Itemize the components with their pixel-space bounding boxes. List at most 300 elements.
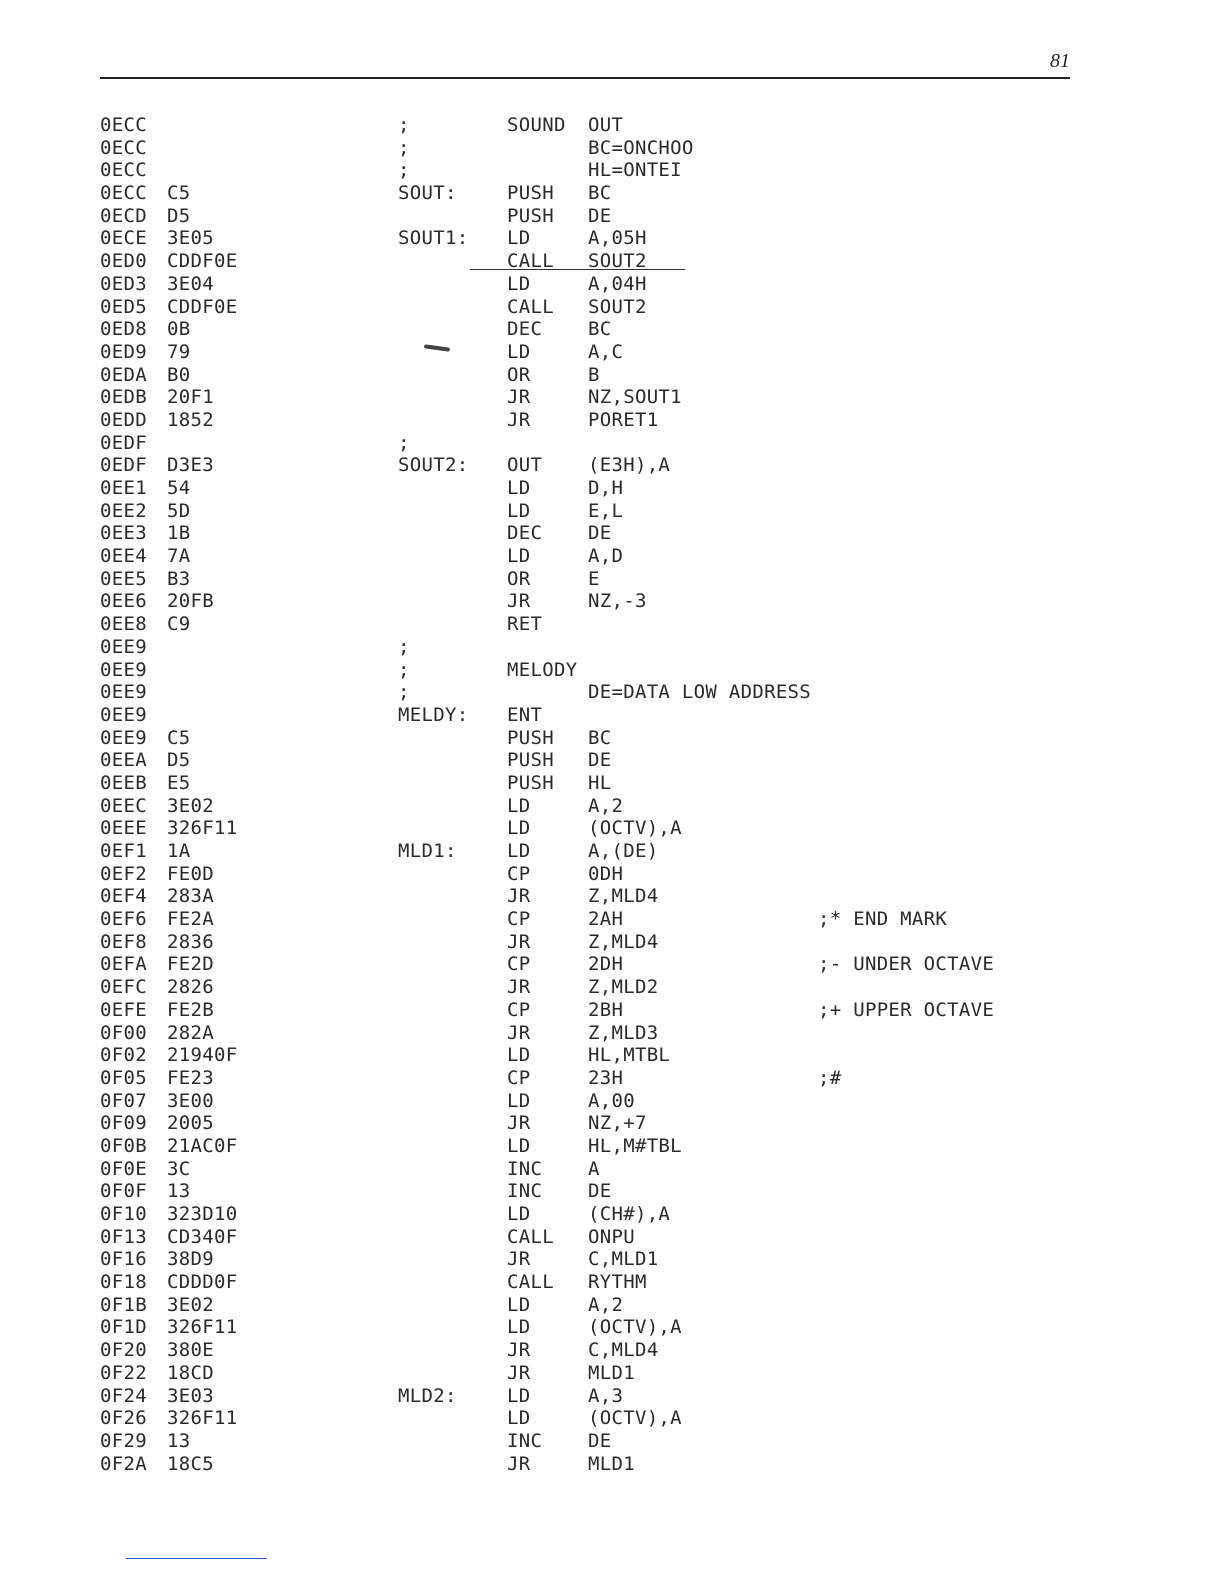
listing-addr: 0ED0 — [100, 250, 147, 273]
listing-row — [0, 1430, 1224, 1453]
listing-op: INC — [507, 1180, 543, 1203]
listing-row — [0, 885, 1224, 908]
listing-addr: 0EDD — [100, 408, 147, 431]
listing-row — [0, 772, 1224, 795]
listing-addr: 0EF8 — [100, 930, 147, 953]
listing-op: LD — [507, 340, 531, 363]
listing-code: C5 — [167, 182, 191, 205]
listing-row — [0, 1203, 1224, 1226]
listing-args: C,MLD1 — [588, 1248, 659, 1271]
listing-args: A,2 — [588, 794, 624, 817]
listing-addr: 0EDF — [100, 431, 147, 454]
listing-code: 2836 — [167, 930, 214, 953]
listing-label: SOUT1: — [398, 227, 469, 250]
listing-code: B0 — [167, 363, 191, 386]
listing-args: OUT — [588, 114, 624, 136]
listing-op: LD — [507, 499, 531, 522]
listing-code: 1A — [167, 840, 191, 862]
listing-addr: 0F02 — [100, 1044, 147, 1067]
listing-args: ONPU — [588, 1225, 635, 1248]
listing-args: RYTHM — [588, 1271, 647, 1294]
listing-code: 3E04 — [167, 272, 214, 295]
listing-comment: ;* END MARK — [818, 908, 948, 931]
listing-op: CALL — [507, 1225, 554, 1248]
listing-row — [0, 817, 1224, 840]
listing-row — [0, 545, 1224, 568]
listing-row — [0, 454, 1224, 477]
listing-addr: 0EDA — [100, 363, 147, 386]
listing-op: LD — [507, 1044, 531, 1067]
listing-addr: 0ECD — [100, 204, 147, 227]
listing-row — [0, 568, 1224, 591]
listing-addr: 0EE9 — [100, 681, 147, 704]
listing-row — [0, 590, 1224, 613]
listing-args: MLD1 — [588, 1361, 635, 1384]
listing-row — [0, 318, 1224, 341]
listing-row — [0, 1271, 1224, 1294]
listing-op: OR — [507, 363, 531, 386]
listing-addr: 0EE2 — [100, 499, 147, 522]
listing-row — [0, 704, 1224, 727]
listing-code: 38D9 — [167, 1248, 214, 1271]
listing-label: MLD2: — [398, 1384, 457, 1407]
listing-addr: 0EE9 — [100, 703, 147, 726]
listing-addr: 0ED8 — [100, 318, 147, 341]
listing-op: CALL — [507, 1271, 554, 1294]
listing-op: DEC — [507, 318, 543, 341]
listing-addr: 0F0F — [100, 1180, 147, 1203]
listing-code: 1852 — [167, 408, 214, 431]
listing-addr: 0EEC — [100, 794, 147, 817]
listing-code: 21AC0F — [167, 1134, 238, 1157]
listing-op: OUT — [507, 454, 543, 477]
listing-row — [0, 1294, 1224, 1317]
listing-row — [0, 296, 1224, 319]
listing-addr: 0F10 — [100, 1203, 147, 1225]
listing-args: BC=ONCHOO — [588, 136, 694, 159]
listing-op: JR — [507, 930, 531, 953]
listing-op: ENT — [507, 703, 543, 726]
page-number: 81 — [1050, 50, 1070, 72]
listing-row — [0, 1180, 1224, 1203]
listing-op: RET — [507, 613, 543, 636]
listing-addr: 0EFC — [100, 976, 147, 999]
listing-args: MLD1 — [588, 1452, 635, 1475]
listing-args: A,04H — [588, 272, 647, 295]
listing-args: Z,MLD3 — [588, 1021, 659, 1044]
listing-op: LD — [507, 227, 531, 250]
listing-addr: 0EE3 — [100, 522, 147, 545]
listing-code: C5 — [167, 726, 191, 749]
listing-comment: ;- UNDER OCTAVE — [818, 953, 995, 976]
listing-op: LD — [507, 1134, 531, 1157]
listing-op: JR — [507, 1452, 531, 1475]
listing-args: Z,MLD4 — [588, 885, 659, 908]
listing-code: CDDF0E — [167, 250, 238, 273]
listing-op: CALL — [507, 295, 554, 318]
listing-args: A,C — [588, 340, 624, 363]
listing-addr: 0EE1 — [100, 477, 147, 499]
listing-addr: 0F22 — [100, 1361, 147, 1384]
listing-op: CP — [507, 953, 531, 976]
listing-args: C,MLD4 — [588, 1339, 659, 1362]
listing-code: 326F11 — [167, 1316, 238, 1339]
hand-underline-mark — [470, 269, 685, 270]
listing-code: 3C — [167, 1157, 191, 1180]
listing-code: 54 — [167, 477, 191, 499]
listing-code: 18C5 — [167, 1452, 214, 1475]
listing-row — [0, 953, 1224, 976]
listing-op: PUSH — [507, 182, 554, 205]
listing-addr: 0EE6 — [100, 590, 147, 613]
listing-row — [0, 795, 1224, 818]
listing-code: FE23 — [167, 1066, 214, 1089]
listing-args: DE — [588, 522, 612, 545]
listing-op: PUSH — [507, 749, 554, 772]
assembly-listing — [0, 114, 1224, 1475]
listing-op: LD — [507, 1203, 531, 1225]
listing-op: LD — [507, 840, 531, 862]
listing-code: D5 — [167, 749, 191, 772]
listing-op: PUSH — [507, 771, 554, 794]
listing-addr: 0F07 — [100, 1089, 147, 1112]
listing-addr: 0ED5 — [100, 295, 147, 318]
listing-code: 3E03 — [167, 1384, 214, 1407]
listing-addr: 0ED3 — [100, 272, 147, 295]
listing-args: HL — [588, 771, 612, 794]
listing-code: 5D — [167, 499, 191, 522]
listing-op: CP — [507, 998, 531, 1021]
listing-addr: 0F13 — [100, 1225, 147, 1248]
listing-row — [0, 840, 1224, 863]
listing-label: ; — [398, 658, 410, 681]
listing-code: C9 — [167, 613, 191, 636]
listing-addr: 0EEE — [100, 817, 147, 840]
listing-row — [0, 1453, 1224, 1476]
listing-op: LD — [507, 1407, 531, 1430]
listing-label: ; — [398, 431, 410, 454]
listing-op: JR — [507, 408, 531, 431]
listing-addr: 0F0B — [100, 1134, 147, 1157]
listing-op: LD — [507, 794, 531, 817]
listing-addr: 0EE9 — [100, 635, 147, 658]
listing-row — [0, 182, 1224, 205]
listing-args: (CH#),A — [588, 1203, 671, 1225]
listing-row — [0, 409, 1224, 432]
listing-code: FE2A — [167, 908, 214, 931]
listing-code: 283A — [167, 885, 214, 908]
listing-addr: 0EDF — [100, 454, 147, 477]
listing-code: 13 — [167, 1180, 191, 1203]
listing-addr: 0ECE — [100, 227, 147, 250]
listing-code: CD340F — [167, 1225, 238, 1248]
listing-row — [0, 999, 1224, 1022]
listing-row — [0, 114, 1224, 137]
listing-code: 18CD — [167, 1361, 214, 1384]
listing-code: 380E — [167, 1339, 214, 1362]
listing-op: DEC — [507, 522, 543, 545]
listing-op: JR — [507, 386, 531, 409]
listing-addr: 0EE9 — [100, 658, 147, 681]
listing-label: ; — [398, 159, 410, 182]
listing-addr: 0EE5 — [100, 567, 147, 590]
listing-addr: 0F20 — [100, 1339, 147, 1362]
listing-row — [0, 636, 1224, 659]
listing-args: DE — [588, 1429, 612, 1452]
listing-row — [0, 522, 1224, 545]
listing-addr: 0F00 — [100, 1021, 147, 1044]
listing-op: JR — [507, 1248, 531, 1271]
listing-op: LD — [507, 1293, 531, 1316]
listing-op: LD — [507, 1316, 531, 1339]
listing-args: HL,M#TBL — [588, 1134, 682, 1157]
listing-addr: 0ECC — [100, 114, 147, 136]
listing-addr: 0EEB — [100, 771, 147, 794]
listing-op: LD — [507, 817, 531, 840]
listing-code: E5 — [167, 771, 191, 794]
listing-row — [0, 341, 1224, 364]
listing-args: BC — [588, 182, 612, 205]
listing-args: DE — [588, 1180, 612, 1203]
listing-code: 2005 — [167, 1112, 214, 1135]
listing-label: MELDY: — [398, 703, 469, 726]
header-rule — [100, 77, 1070, 79]
listing-op: JR — [507, 1112, 531, 1135]
listing-code: FE2B — [167, 998, 214, 1021]
listing-args: A,D — [588, 545, 624, 568]
listing-row — [0, 1044, 1224, 1067]
listing-addr: 0EE8 — [100, 613, 147, 636]
listing-args: SOUT2 — [588, 250, 647, 273]
listing-addr: 0EFE — [100, 998, 147, 1021]
listing-code: 326F11 — [167, 1407, 238, 1430]
listing-row — [0, 1090, 1224, 1113]
listing-row — [0, 976, 1224, 999]
listing-addr: 0EF4 — [100, 885, 147, 908]
listing-args: 2DH — [588, 953, 624, 976]
footer-rule — [126, 1558, 267, 1559]
listing-args: (OCTV),A — [588, 817, 682, 840]
listing-args: HL,MTBL — [588, 1044, 671, 1067]
listing-args: DE=DATA LOW ADDRESS — [588, 681, 812, 704]
listing-code: 3E02 — [167, 794, 214, 817]
listing-row — [0, 1135, 1224, 1158]
listing-addr: 0F2A — [100, 1452, 147, 1475]
listing-args: (OCTV),A — [588, 1316, 682, 1339]
listing-code: 3E00 — [167, 1089, 214, 1112]
listing-args: BC — [588, 318, 612, 341]
listing-code: 7A — [167, 545, 191, 568]
listing-args: NZ,-3 — [588, 590, 647, 613]
listing-args: D,H — [588, 477, 624, 499]
listing-op: LD — [507, 545, 531, 568]
listing-op: PUSH — [507, 204, 554, 227]
listing-addr: 0EFA — [100, 953, 147, 976]
listing-addr: 0F0E — [100, 1157, 147, 1180]
listing-op: LD — [507, 1384, 531, 1407]
listing-op: CP — [507, 1066, 531, 1089]
listing-args: A,(DE) — [588, 840, 659, 862]
listing-comment: ;# — [818, 1066, 842, 1089]
listing-args: 23H — [588, 1066, 624, 1089]
listing-row — [0, 613, 1224, 636]
listing-label: ; — [398, 136, 410, 159]
listing-op: CP — [507, 908, 531, 931]
listing-code: 1B — [167, 522, 191, 545]
listing-addr: 0EE9 — [100, 726, 147, 749]
listing-row — [0, 1248, 1224, 1271]
listing-code: 20FB — [167, 590, 214, 613]
listing-code: B3 — [167, 567, 191, 590]
listing-code: 2826 — [167, 976, 214, 999]
listing-row — [0, 1022, 1224, 1045]
listing-row — [0, 364, 1224, 387]
listing-row — [0, 477, 1224, 500]
listing-label: ; — [398, 635, 410, 658]
listing-addr: 0EEA — [100, 749, 147, 772]
listing-row — [0, 273, 1224, 296]
listing-row — [0, 863, 1224, 886]
listing-code: 20F1 — [167, 386, 214, 409]
listing-row — [0, 1112, 1224, 1135]
listing-addr: 0F1D — [100, 1316, 147, 1339]
listing-label: SOUT: — [398, 182, 457, 205]
listing-addr: 0EDB — [100, 386, 147, 409]
listing-row — [0, 1067, 1224, 1090]
listing-row — [0, 159, 1224, 182]
listing-op: INC — [507, 1157, 543, 1180]
listing-row — [0, 1362, 1224, 1385]
listing-code: FE2D — [167, 953, 214, 976]
listing-row — [0, 1385, 1224, 1408]
listing-code: 3E02 — [167, 1293, 214, 1316]
listing-code: CDDF0E — [167, 295, 238, 318]
listing-label: SOUT2: — [398, 454, 469, 477]
listing-op: LD — [507, 272, 531, 295]
listing-args: SOUT2 — [588, 295, 647, 318]
listing-row — [0, 749, 1224, 772]
listing-addr: 0ECC — [100, 182, 147, 205]
listing-op: JR — [507, 976, 531, 999]
listing-op: JR — [507, 1339, 531, 1362]
listing-addr: 0F29 — [100, 1429, 147, 1452]
listing-args: BC — [588, 726, 612, 749]
listing-addr: 0ED9 — [100, 340, 147, 363]
listing-code: 282A — [167, 1021, 214, 1044]
listing-args: NZ,SOUT1 — [588, 386, 682, 409]
listing-args: A — [588, 1157, 600, 1180]
listing-row — [0, 137, 1224, 160]
listing-op: MELODY — [507, 658, 578, 681]
listing-op: JR — [507, 590, 531, 613]
listing-args: E — [588, 567, 600, 590]
listing-args: 2BH — [588, 998, 624, 1021]
listing-code: 3E05 — [167, 227, 214, 250]
listing-addr: 0F09 — [100, 1112, 147, 1135]
listing-op: CALL — [507, 250, 554, 273]
listing-args: A,2 — [588, 1293, 624, 1316]
listing-row — [0, 1316, 1224, 1339]
listing-addr: 0F26 — [100, 1407, 147, 1430]
listing-row — [0, 432, 1224, 455]
listing-args: B — [588, 363, 600, 386]
listing-row — [0, 727, 1224, 750]
listing-code: D3E3 — [167, 454, 214, 477]
listing-row — [0, 931, 1224, 954]
listing-addr: 0F1B — [100, 1293, 147, 1316]
listing-code: 79 — [167, 340, 191, 363]
listing-args: (E3H),A — [588, 454, 671, 477]
listing-row — [0, 681, 1224, 704]
listing-addr: 0EE4 — [100, 545, 147, 568]
listing-code: 21940F — [167, 1044, 238, 1067]
listing-label: ; — [398, 681, 410, 704]
listing-op: JR — [507, 1361, 531, 1384]
listing-row — [0, 386, 1224, 409]
listing-op: LD — [507, 1089, 531, 1112]
listing-op: JR — [507, 885, 531, 908]
listing-args: A,00 — [588, 1089, 635, 1112]
listing-row — [0, 500, 1224, 523]
listing-args: HL=ONTEI — [588, 159, 682, 182]
listing-args: 2AH — [588, 908, 624, 931]
listing-op: INC — [507, 1429, 543, 1452]
listing-addr: 0ECC — [100, 136, 147, 159]
listing-label: ; — [398, 114, 410, 136]
listing-code: 13 — [167, 1429, 191, 1452]
listing-addr: 0F16 — [100, 1248, 147, 1271]
listing-label: MLD1: — [398, 840, 457, 862]
listing-op: PUSH — [507, 726, 554, 749]
listing-row — [0, 205, 1224, 228]
listing-op: CP — [507, 862, 531, 885]
listing-args: DE — [588, 749, 612, 772]
listing-row — [0, 1339, 1224, 1362]
listing-code: FE0D — [167, 862, 214, 885]
listing-args: E,L — [588, 499, 624, 522]
listing-addr: 0ECC — [100, 159, 147, 182]
listing-code: 326F11 — [167, 817, 238, 840]
listing-args: DE — [588, 204, 612, 227]
listing-row — [0, 659, 1224, 682]
listing-addr: 0F18 — [100, 1271, 147, 1294]
listing-args: (OCTV),A — [588, 1407, 682, 1430]
listing-op: SOUND — [507, 114, 566, 136]
listing-row — [0, 1158, 1224, 1181]
listing-args: A,05H — [588, 227, 647, 250]
listing-code: CDDD0F — [167, 1271, 238, 1294]
listing-addr: 0F24 — [100, 1384, 147, 1407]
listing-addr: 0F05 — [100, 1066, 147, 1089]
listing-code: 0B — [167, 318, 191, 341]
listing-op: LD — [507, 477, 531, 499]
listing-row — [0, 227, 1224, 250]
listing-addr: 0EF2 — [100, 862, 147, 885]
listing-row — [0, 1226, 1224, 1249]
listing-comment: ;+ UPPER OCTAVE — [818, 998, 995, 1021]
listing-args: A,3 — [588, 1384, 624, 1407]
listing-code: 323D10 — [167, 1203, 238, 1225]
listing-args: PORET1 — [588, 408, 659, 431]
listing-op: JR — [507, 1021, 531, 1044]
listing-row — [0, 1407, 1224, 1430]
listing-args: Z,MLD2 — [588, 976, 659, 999]
listing-args: 0DH — [588, 862, 624, 885]
listing-op: OR — [507, 567, 531, 590]
listing-addr: 0EF6 — [100, 908, 147, 931]
listing-addr: 0EF1 — [100, 840, 147, 862]
listing-args: NZ,+7 — [588, 1112, 647, 1135]
